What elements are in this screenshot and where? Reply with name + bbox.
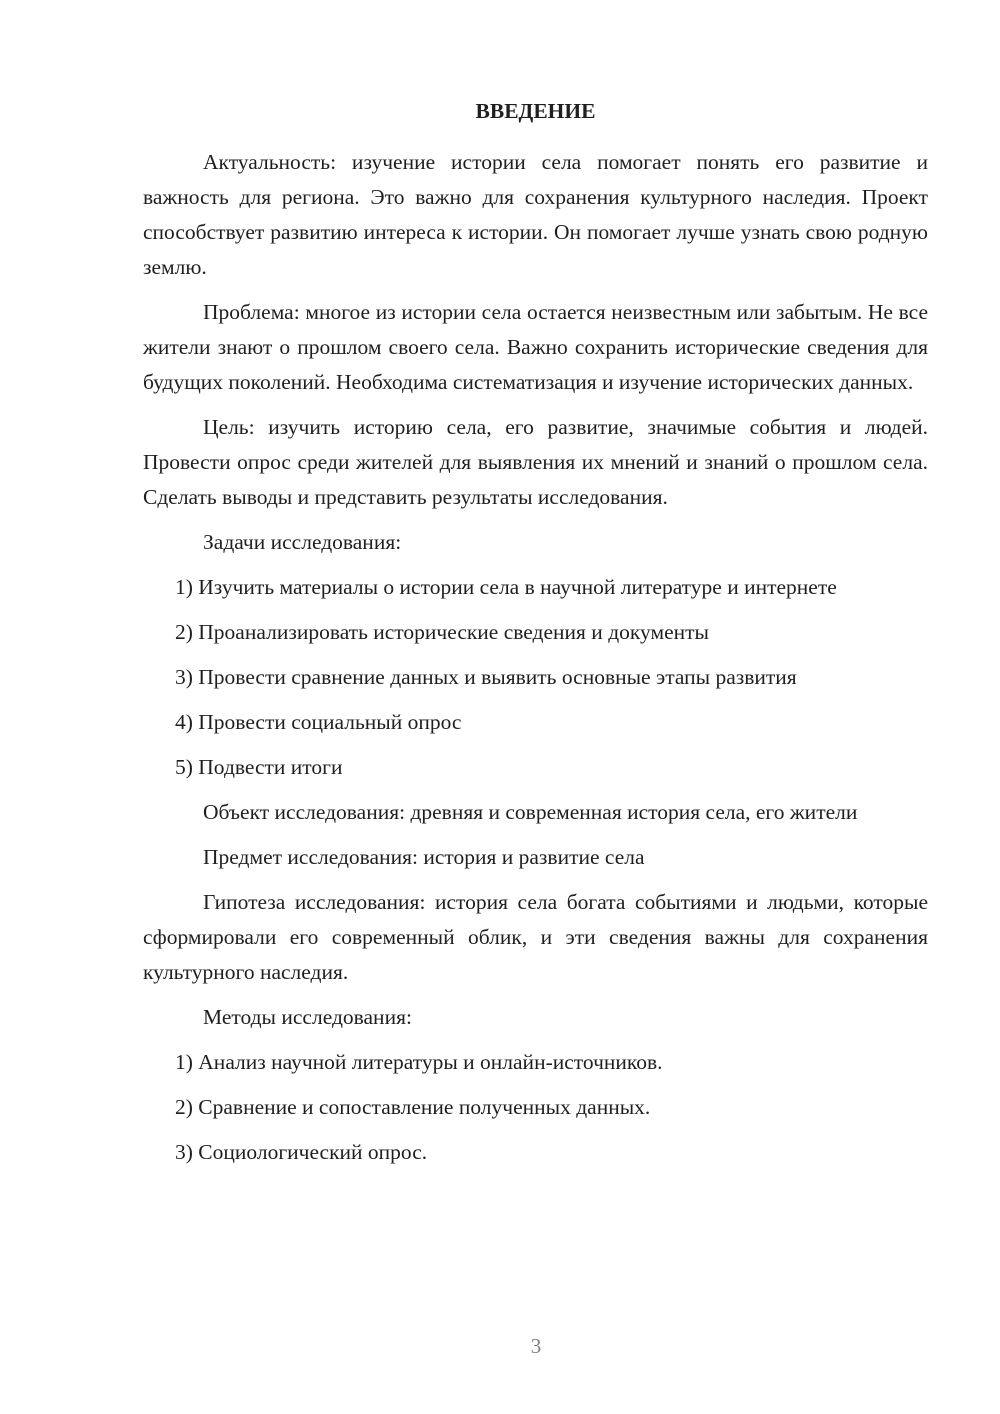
task-item-2: 2) Проанализировать исторические сведения и документы xyxy=(175,620,709,644)
method-item-1: 1) Анализ научной литературы и онлайн-источников. xyxy=(175,1050,663,1074)
method-item-3: 3) Социологический опрос. xyxy=(175,1140,428,1164)
document-page xyxy=(143,96,928,1180)
hypothesis-paragraph: Гипотеза исследования: история села богата событиями и людьми, которые сформировали его современный облик, и эти сведения важны для сохранения культурного наследия. xyxy=(143,890,928,984)
task-item-1: 1) Изучить материалы о истории села в научной литературе и интернете xyxy=(175,575,837,599)
tasks-heading: Задачи исследования: xyxy=(203,530,402,554)
task-item-3: 3) Провести сравнение данных и выявить основные этапы развития xyxy=(175,665,797,689)
goal-paragraph: Цель: изучить историю села, его развитие, значимые события и людей. Провести опрос среди жителей для выявления их мнений и знаний о прошлом села. Сделать выводы и представить результаты исследования. xyxy=(143,415,928,509)
page-title: ВВЕДЕНИЕ xyxy=(475,99,596,123)
page-number: 3 xyxy=(530,1334,542,1358)
problem-paragraph: Проблема: многое из истории села остается неизвестным или забытым. Не все жители знают о прошлом своего села. Важно сохранить исторические сведения для будущих поколений. Необходима систематизация и изучение исторических данных. xyxy=(143,300,928,394)
subject-paragraph: Предмет исследования: история и развитие села xyxy=(203,845,645,869)
object-paragraph: Объект исследования: древняя и современная история села, его жители xyxy=(203,800,858,824)
task-item-4: 4) Провести социальный опрос xyxy=(175,710,462,734)
relevance-paragraph: Актуальность: изучение истории села помогает понять его развитие и важность для региона. Это важно для сохранения культурного наследия. Проект способствует развитию интереса к истории. Он помогает лучше узнать свою родную землю. xyxy=(143,150,928,279)
methods-heading: Методы исследования: xyxy=(203,1005,412,1029)
task-item-5: 5) Подвести итоги xyxy=(175,755,343,779)
method-item-2: 2) Сравнение и сопоставление полученных данных. xyxy=(175,1095,651,1119)
